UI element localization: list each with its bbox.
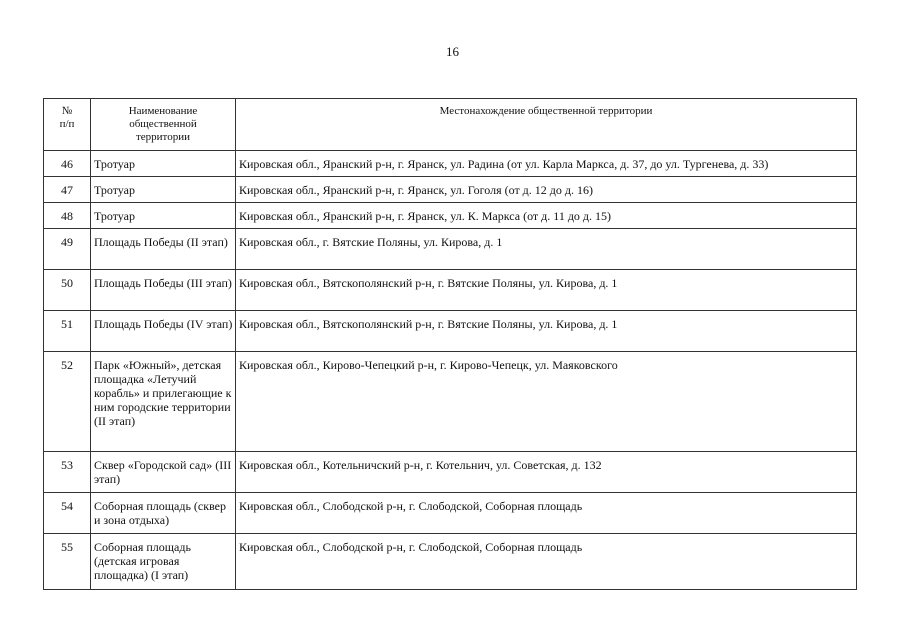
territory-name: Площадь Победы (IV этап) [91,311,236,352]
table-row [44,229,857,270]
territory-name: Площадь Победы (III этап) [91,270,236,311]
territories-table [43,98,857,590]
table-row [44,270,857,311]
row-number: 53 [44,452,91,493]
territory-location: Кировская обл., Вятскополянский р-н, г. Вятские Поляны, ул. Кирова, д. 1 [236,311,857,352]
row-number: 48 [44,203,91,229]
row-number: 51 [44,311,91,352]
territory-location: Кировская обл., Вятскополянский р-н, г. Вятские Поляны, ул. Кирова, д. 1 [236,270,857,311]
header-name: Наименование общественной территории [91,99,236,151]
territory-name: Площадь Победы (II этап) [91,229,236,270]
table-row [44,177,857,203]
territory-location: Кировская обл., Слободской р-н, г. Слободской, Соборная площадь [236,493,857,534]
row-number: 50 [44,270,91,311]
territory-location: Кировская обл., Яранский р-н, г. Яранск, ул. Гоголя (от д. 12 до д. 16) [236,177,857,203]
table-row [44,493,857,534]
territory-name: Сквер «Городской сад» (III этап) [91,452,236,493]
row-number: 54 [44,493,91,534]
territory-location: Кировская обл., Котельничский р-н, г. Котельнич, ул. Советская, д. 132 [236,452,857,493]
table-row [44,452,857,493]
territory-location: Кировская обл., Яранский р-н, г. Яранск, ул. Радина (от ул. Карла Маркса, д. 37, до ул. Тургенева, д. 33) [236,151,857,177]
territory-name: Соборная площадь (сквер и зона отдыха) [91,493,236,534]
territory-location: Кировская обл., Кирово-Чепецкий р-н, г. Кирово-Чепецк, ул. Маяковского [236,352,857,452]
territory-location: Кировская обл., Яранский р-н, г. Яранск, ул. К. Маркса (от д. 11 до д. 15) [236,203,857,229]
row-number: 49 [44,229,91,270]
row-number: 46 [44,151,91,177]
row-number: 55 [44,534,91,590]
territory-name: Тротуар [91,151,236,177]
territory-location: Кировская обл., Слободской р-н, г. Слободской, Соборная площадь [236,534,857,590]
territory-name: Парк «Южный», детская площадка «Летучий корабль» и прилегающие к ним городские территории (II этап) [91,352,236,452]
table-row [44,151,857,177]
row-number: 52 [44,352,91,452]
table-header-row [44,99,857,151]
row-number: 47 [44,177,91,203]
header-location: Местонахождение общественной территории [236,99,857,151]
table-row [44,311,857,352]
table-row [44,352,857,452]
territory-location: Кировская обл., г. Вятские Поляны, ул. Кирова, д. 1 [236,229,857,270]
territory-name: Тротуар [91,203,236,229]
table-row [44,534,857,590]
page-number: 16 [446,44,459,59]
territory-name: Тротуар [91,177,236,203]
territory-name: Соборная площадь (детская игровая площадка) (I этап) [91,534,236,590]
table-row [44,203,857,229]
header-num: № п/п [44,99,91,151]
